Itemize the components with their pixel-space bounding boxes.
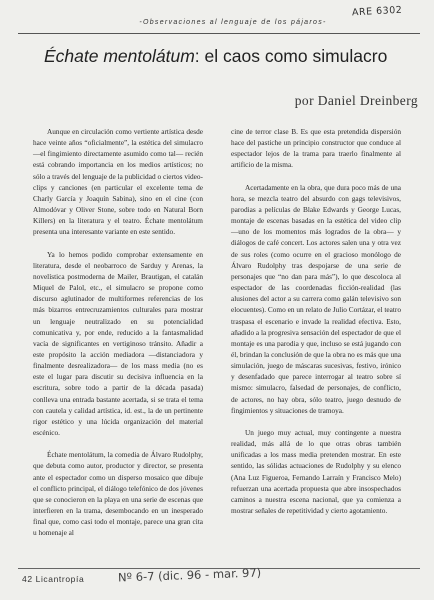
right-column [231, 126, 401, 516]
paragraph: Ya lo hemos podido comprobar extensamente en literatura, desde el neobarroco de Sarduy y Arenas, la novelística postmoderna de Mailer, Brautigan, el catalán Miquel de Palol, etc., el simulacro se propone como discurso aglutinador de multiformes referencias de los más bizarros entrecruzamientos culturales para mostrar un lenguaje neutralizado en su potencialidad comunicativa y, por ende, reducido a la fantasmalidad vacía de significantes en vertiginoso tránsito. Añadir a este propósito la acción mediadora —distanciadora y finalmente desrealizadora— de los mass media (no es este el lugar para discutir su decisiva influencia en la escritura, sobre todo a partir de la década pasada) conlleva una entrada bastante acertada, si se trata el tema con cautela y calidad artística, id. est., la de un pertinente rigor estético y una lúcida organización del material escénico. [33, 249, 203, 438]
paragraph: Un juego muy actual, muy contingente a nuestra realidad, más allá de lo que otras obras también unificadas a los mass media pretenden mostrar. En este sentido, las sólidas actuaciones de Rudolphy y su elenco (Ana Luz Figueroa, Fernando Larraín y Francisco Melo) refuerzan una acertada propuesta que abre insospechados caminos a nuestra escena nacional, que ya comienza a mostrar señales de repetitividad y cierto agotamiento. [231, 427, 401, 515]
title-italic: Échate mentolátum [44, 46, 195, 66]
article-title [44, 46, 414, 67]
paragraph: Échate mentolátum, la comedia de Álvaro Rudolphy, que debuta como autor, productor y director, se presenta ante el espectador como un disperso mosaico que dibuje el conflicto principal, el diálogo telefónico de dos jóvenes que se conocieron en la playa en una serie de escenas que interfieren en la trama, desembocando en un inesperado final que, como casi todo el montaje, parece una gran cita u homenaje al [33, 450, 203, 538]
page-number-label: 42 Licantropía [22, 574, 85, 584]
paragraph: Acertadamente en la obra, que dura poco más de una hora, se mezcla teatro del absurdo con gags televisivos, parodias a películas de Blake Edwards y George Lucas, montaje de escenas basadas en la estética del video clip —uno de los momentos más logrados de la obra— y diálogos de café concert. Los actores salen una y otra vez de sus roles (como ocurre en el gracioso monólogo de Álvaro Rudolphy tras despojarse de una serie de personajes que “no dan para más”), lo que descoloca al espectador de las coordenadas ficción-realidad (las alusiones del actor a su carrera como galán televisivo son elocuentes). Como en un relato de Julio Cortázar, el teatro traspasa el escenario e invade la realidad efectiva. Esto, añadido a la progresiva sensación del espectador de que el montaje es una parodia y que, incluso se está jugando con él, brindan la conclusión de que la obra no es más que una simulación, juego de máscaras sucesivas, festivo, irónico y desenfadado que parece interrogar al teatro sobre sí mismo: simulacro, falsedad de personajes, de conflicto, de actores, no hay obra, sólo teatro, juego desnudo de fingimientos y situaciones de tramoya. [231, 182, 402, 415]
title-rest: : el caos como simulacro [194, 46, 388, 66]
handwritten-issue-date: Nº 6-7 (dic. 96 - mar. 97) [117, 565, 262, 585]
left-column [33, 126, 203, 538]
paragraph: Aunque en circulación como vertiente artística desde hace veinte años “oficialmente”, la estética del simulacro —el fingimiento directamente asumido como tal— recién está cobrando importancia en los medios artísticos; no sólo a través del lenguaje de la publicidad o ciertos video-clips y canciones (en particular el excelente tema de Charly García y Joaquín Sabina), sino en el cine (con Almodóvar y Oliver Stone, sobre todo en Natural Born Killers) en la literatura y el teatro. Échate mentolátum presenta una interesante variante en este sentido. [33, 127, 203, 237]
handwritten-catalog-code: ARE 6302 [351, 4, 403, 19]
running-header: -Observaciones al lenguaje de los pájaros- [139, 19, 327, 26]
header-rule [18, 33, 420, 34]
article-byline: por Daniel Dreinberg [294, 93, 418, 108]
paragraph: cine de terror clase B. Es que esta pretendida dispersión hace del pastiche un principio constructor que conduce al espectador lejos de la trama para traerlo finalmente al artificio de la misma. [231, 127, 401, 170]
